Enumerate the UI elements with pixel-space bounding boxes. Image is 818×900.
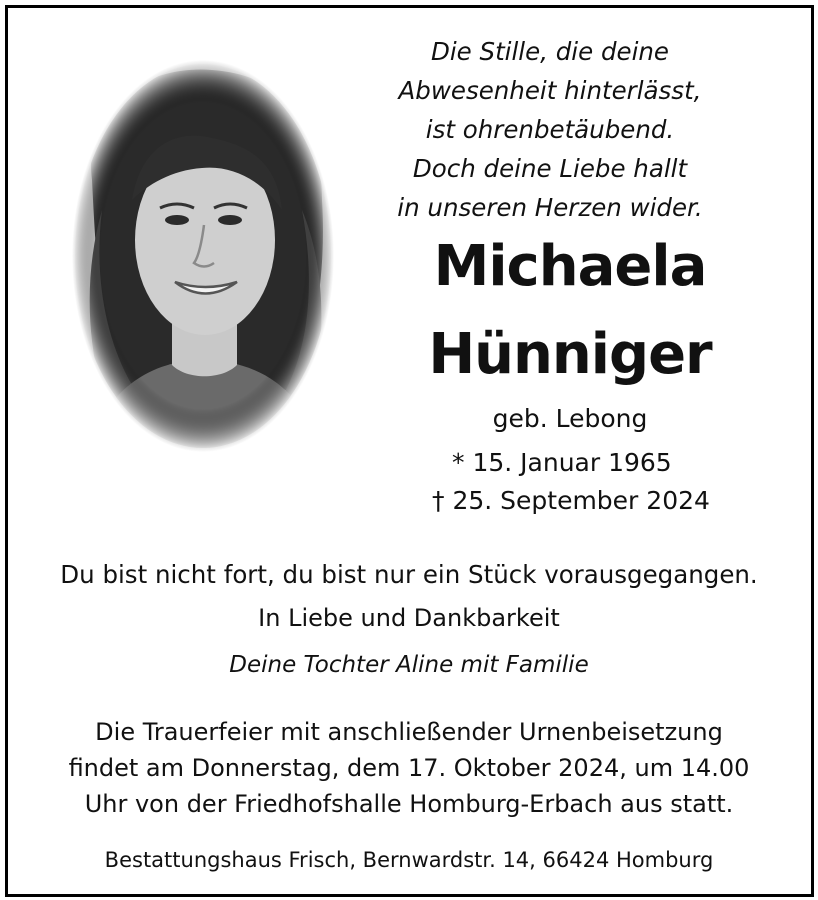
ceremony-line: Die Trauerfeier mit anschließender Urnenbeisetzung — [95, 718, 723, 746]
funeral-home: Bestattungshaus Frisch, Bernwardstr. 14, 66424 Homburg — [104, 848, 714, 872]
farewell-quote: Du bist nicht fort, du bist nur ein Stück vorausgegangen. — [60, 560, 758, 589]
poem-line: ist ohrenbetäubend. — [425, 115, 675, 144]
birth-date: * 15. Januar 1965 — [452, 448, 672, 477]
ceremony-info — [0, 714, 818, 822]
signed-by: Deine Tochter Aline mit Familie — [229, 652, 589, 678]
love-line: In Liebe und Dankbarkeit — [258, 604, 560, 632]
poem-line: Abwesenheit hinterlässt, — [398, 76, 702, 105]
ceremony-line: findet am Donnerstag, dem 17. Oktober 2024, um 14.00 — [68, 754, 750, 782]
last-name: Hünniger — [428, 322, 712, 387]
poem-line: Doch deine Liebe hallt — [412, 154, 688, 183]
poem-line: Die Stille, die deine — [430, 37, 669, 66]
ceremony-line: Uhr von der Friedhofshalle Homburg-Erbach aus statt. — [84, 790, 734, 818]
portrait-photo — [72, 60, 334, 452]
poem — [380, 32, 720, 227]
maiden-name: geb. Lebong — [492, 404, 648, 433]
death-date: † 25. September 2024 — [432, 486, 710, 515]
poem-line: in unseren Herzen wider. — [397, 193, 703, 222]
first-name: Michaela — [433, 234, 707, 299]
